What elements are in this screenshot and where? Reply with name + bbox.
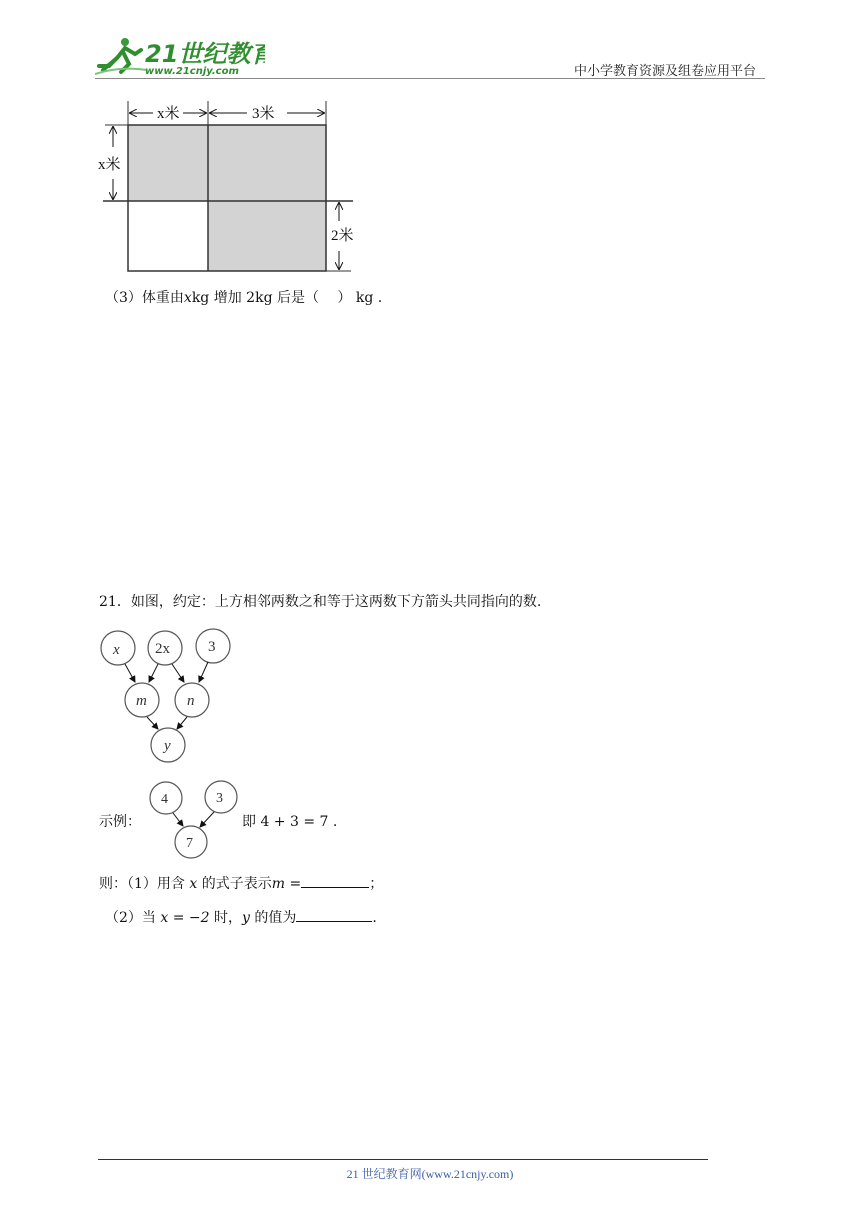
question-21-part-1 <box>99 873 383 893</box>
example-node-7-label: 7 <box>186 836 193 851</box>
node-3-label: 3 <box>208 639 216 655</box>
q21-1-mid: 的式子表示 <box>201 876 272 892</box>
logo-text: 21世纪教育 <box>145 40 265 68</box>
q20-3-var: x <box>183 290 192 306</box>
q20-3-prefix: （3）体重由 <box>105 290 184 306</box>
area-diagram <box>95 95 365 280</box>
answer-blank-1[interactable] <box>301 873 369 888</box>
question-21-stem: 21．如图，约定：上方相邻两数之和等于这两数下方箭头共同指向的数. <box>99 594 542 610</box>
node-2x-label: 2x <box>155 641 170 657</box>
example-label: 示例： <box>99 814 141 830</box>
q21-2-text: 的值为 <box>254 910 297 926</box>
q21-2-var: y <box>242 910 250 926</box>
node-m-label: m <box>136 693 147 709</box>
shaded-top-left <box>128 125 208 201</box>
question-20-part-3 <box>105 287 382 307</box>
q21-2-end: . <box>372 910 377 926</box>
footer-divider <box>98 1159 708 1160</box>
answer-blank-2[interactable] <box>296 907 372 922</box>
node-n-label: n <box>187 693 195 709</box>
q21-2-prefix: （2）当 <box>105 910 156 926</box>
label-right: 2米 <box>331 228 354 244</box>
node-x-label: x <box>113 642 120 658</box>
header-platform-text: 中小学教育资源及组卷应用平台 <box>574 64 757 79</box>
logo-url: www.21cnjy.com <box>145 66 239 77</box>
q21-1-var: x <box>189 876 198 892</box>
example-node-4-label: 4 <box>161 792 168 807</box>
node-y-label: y <box>164 738 171 754</box>
shaded-top-right <box>208 125 326 201</box>
site-logo <box>95 36 265 78</box>
example-equation: 即 4 + 3 = 7 . <box>242 814 338 830</box>
label-top-right: 3米 <box>252 106 275 122</box>
runner-logo-icon <box>95 38 147 74</box>
footer-text[interactable]: 21 世纪教育网(www.21cnjy.com) <box>346 1167 514 1181</box>
q21-1-eq: = <box>285 876 302 892</box>
q21-2-cond: x = −2 <box>160 910 210 926</box>
q20-3-mid: kg 增加 2kg 后是（ ） <box>191 290 352 306</box>
example-tree-diagram <box>146 780 242 862</box>
q21-1-prefix: 则：（1）用含 <box>99 876 185 892</box>
q20-3-suffix: kg . <box>355 290 383 306</box>
label-top-left: x米 <box>157 106 180 122</box>
q21-1-m: m <box>271 876 286 892</box>
q21-1-end: ； <box>369 876 384 892</box>
q21-2-mid: 时， <box>214 910 242 926</box>
label-left: x米 <box>98 157 121 173</box>
shaded-bottom-right <box>208 201 326 271</box>
number-tree-diagram <box>98 626 238 766</box>
example-node-3-label: 3 <box>216 791 223 806</box>
header-divider <box>95 78 765 79</box>
question-21-part-2 <box>105 907 377 927</box>
